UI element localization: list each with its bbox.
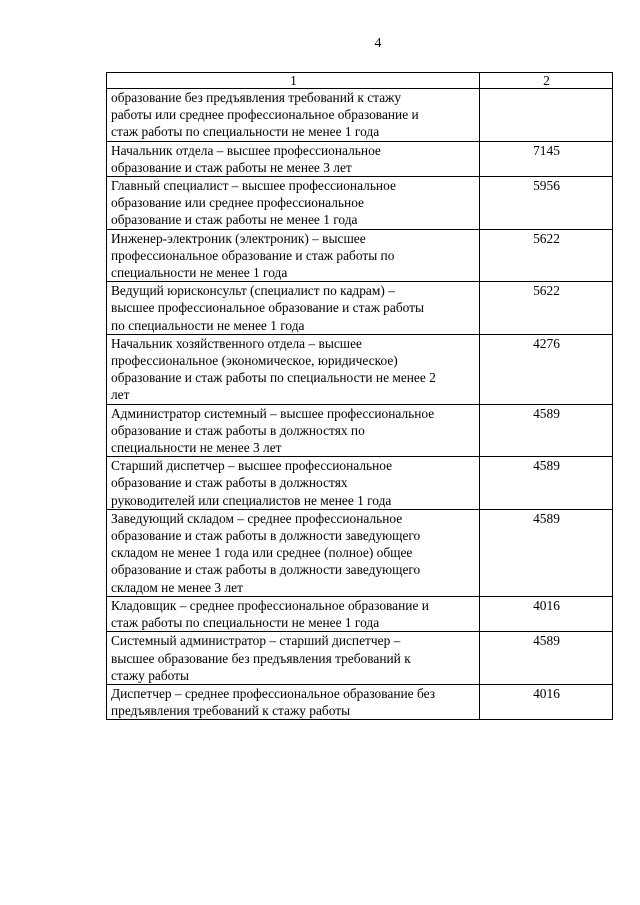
- requirements-text-line: профессиональное (экономическое, юридическое): [111, 353, 398, 369]
- position-requirements-cell: [107, 89, 480, 142]
- table-row: [107, 596, 613, 631]
- position-requirements-cell: [107, 229, 480, 282]
- column-header-2: 2: [480, 73, 613, 89]
- requirements-text-line: образование без предъявления требований к стажу: [111, 90, 402, 105]
- requirements-text-line: складом не менее 1 года или среднее (полное) общее: [111, 545, 413, 561]
- table-row: [107, 684, 613, 719]
- requirements-text-line: работы или среднее профессиональное образование и: [111, 107, 419, 123]
- salary-value-cell: 4016: [480, 596, 613, 631]
- position-requirements-cell: [107, 282, 480, 335]
- position-requirements-cell: [107, 177, 480, 230]
- table-row: [107, 334, 613, 404]
- position-requirements-cell: [107, 596, 480, 631]
- table-row: [107, 282, 613, 335]
- salary-value-cell: 7145: [480, 141, 613, 176]
- page-number: 4: [374, 36, 382, 51]
- requirements-text-line: Начальник отдела – высшее профессиональное: [111, 142, 381, 158]
- salary-value-cell: 4589: [480, 457, 613, 510]
- requirements-text-line: специальности не менее 1 года: [111, 265, 288, 281]
- requirements-text-line: специальности не менее 3 лет: [111, 440, 282, 456]
- position-requirements-cell: [107, 404, 480, 457]
- position-requirements-cell: [107, 509, 480, 596]
- requirements-text-line: Старший диспетчер – высшее профессиональное: [111, 458, 393, 474]
- table-row: [107, 177, 613, 230]
- requirements-text-line: образование и стаж работы в должности заведующего: [111, 562, 421, 578]
- requirements-text-line: предъявления требований к стажу работы: [111, 703, 351, 719]
- salary-value-cell: 5622: [480, 229, 613, 282]
- salary-value-cell: 5956: [480, 177, 613, 230]
- requirements-text-line: профессиональное образование и стаж работы по: [111, 247, 395, 263]
- table-row: [107, 509, 613, 596]
- requirements-text-line: стажу работы: [111, 667, 190, 683]
- requirements-text-line: Диспетчер – среднее профессиональное образование без: [111, 685, 435, 701]
- column-header-1: 1: [107, 73, 480, 89]
- salary-value-cell: 4589: [480, 404, 613, 457]
- table-row: [107, 89, 613, 142]
- requirements-text-line: высшее образование без предъявления требований к: [111, 650, 411, 666]
- requirements-text-line: руководителей или специалистов не менее 1 года: [111, 492, 392, 508]
- position-requirements-cell: [107, 141, 480, 176]
- requirements-text-line: Администратор системный – высшее профессиональное: [111, 405, 435, 421]
- requirements-text-line: высшее профессиональное образование и стаж работы: [111, 300, 424, 316]
- requirements-text-line: по специальности не менее 1 года: [111, 317, 305, 333]
- table-row: [107, 404, 613, 457]
- requirements-text-line: Главный специалист – высшее профессиональное: [111, 178, 396, 194]
- requirements-text-line: образование и стаж работы по специальности не менее 2: [111, 370, 436, 386]
- requirements-text-line: Системный администратор – старший диспетчер –: [111, 633, 401, 649]
- salary-value-cell: 5622: [480, 282, 613, 335]
- salary-value-cell: 4589: [480, 632, 613, 685]
- salary-value-cell: [480, 89, 613, 142]
- salary-table: [106, 72, 613, 720]
- requirements-text-line: Начальник хозяйственного отдела – высшее: [111, 335, 362, 351]
- requirements-text-line: Заведующий складом – среднее профессиональное: [111, 510, 403, 526]
- table-row: [107, 632, 613, 685]
- requirements-text-line: образование и стаж работы не менее 1 года: [111, 212, 358, 228]
- requirements-text-line: Инженер-электроник (электроник) – высшее: [111, 230, 366, 246]
- requirements-text-line: стаж работы по специальности не менее 1 года: [111, 615, 380, 631]
- table-header-row: [107, 73, 613, 89]
- salary-value-cell: 4589: [480, 509, 613, 596]
- requirements-text-line: складом не менее 3 лет: [111, 579, 243, 595]
- requirements-text-line: образование и стаж работы не менее 3 лет: [111, 159, 352, 175]
- position-requirements-cell: [107, 684, 480, 719]
- table-row: [107, 229, 613, 282]
- requirements-text-line: Ведущий юрисконсульт (специалист по кадрам) –: [111, 283, 395, 299]
- table-row: [107, 141, 613, 176]
- salary-value-cell: 4276: [480, 334, 613, 404]
- requirements-text-line: Кладовщик – среднее профессиональное образование и: [111, 597, 429, 613]
- salary-value-cell: 4016: [480, 684, 613, 719]
- requirements-text-line: образование и стаж работы в должности заведующего: [111, 528, 421, 544]
- requirements-text-line: лет: [111, 387, 130, 403]
- requirements-text-line: образование и стаж работы в должностях: [111, 475, 348, 491]
- table-row: [107, 457, 613, 510]
- position-requirements-cell: [107, 334, 480, 404]
- requirements-text-line: образование и стаж работы в должностях по: [111, 422, 365, 438]
- requirements-text-line: стаж работы по специальности не менее 1 года: [111, 124, 380, 140]
- position-requirements-cell: [107, 632, 480, 685]
- position-requirements-cell: [107, 457, 480, 510]
- requirements-text-line: образование или среднее профессиональное: [111, 195, 364, 211]
